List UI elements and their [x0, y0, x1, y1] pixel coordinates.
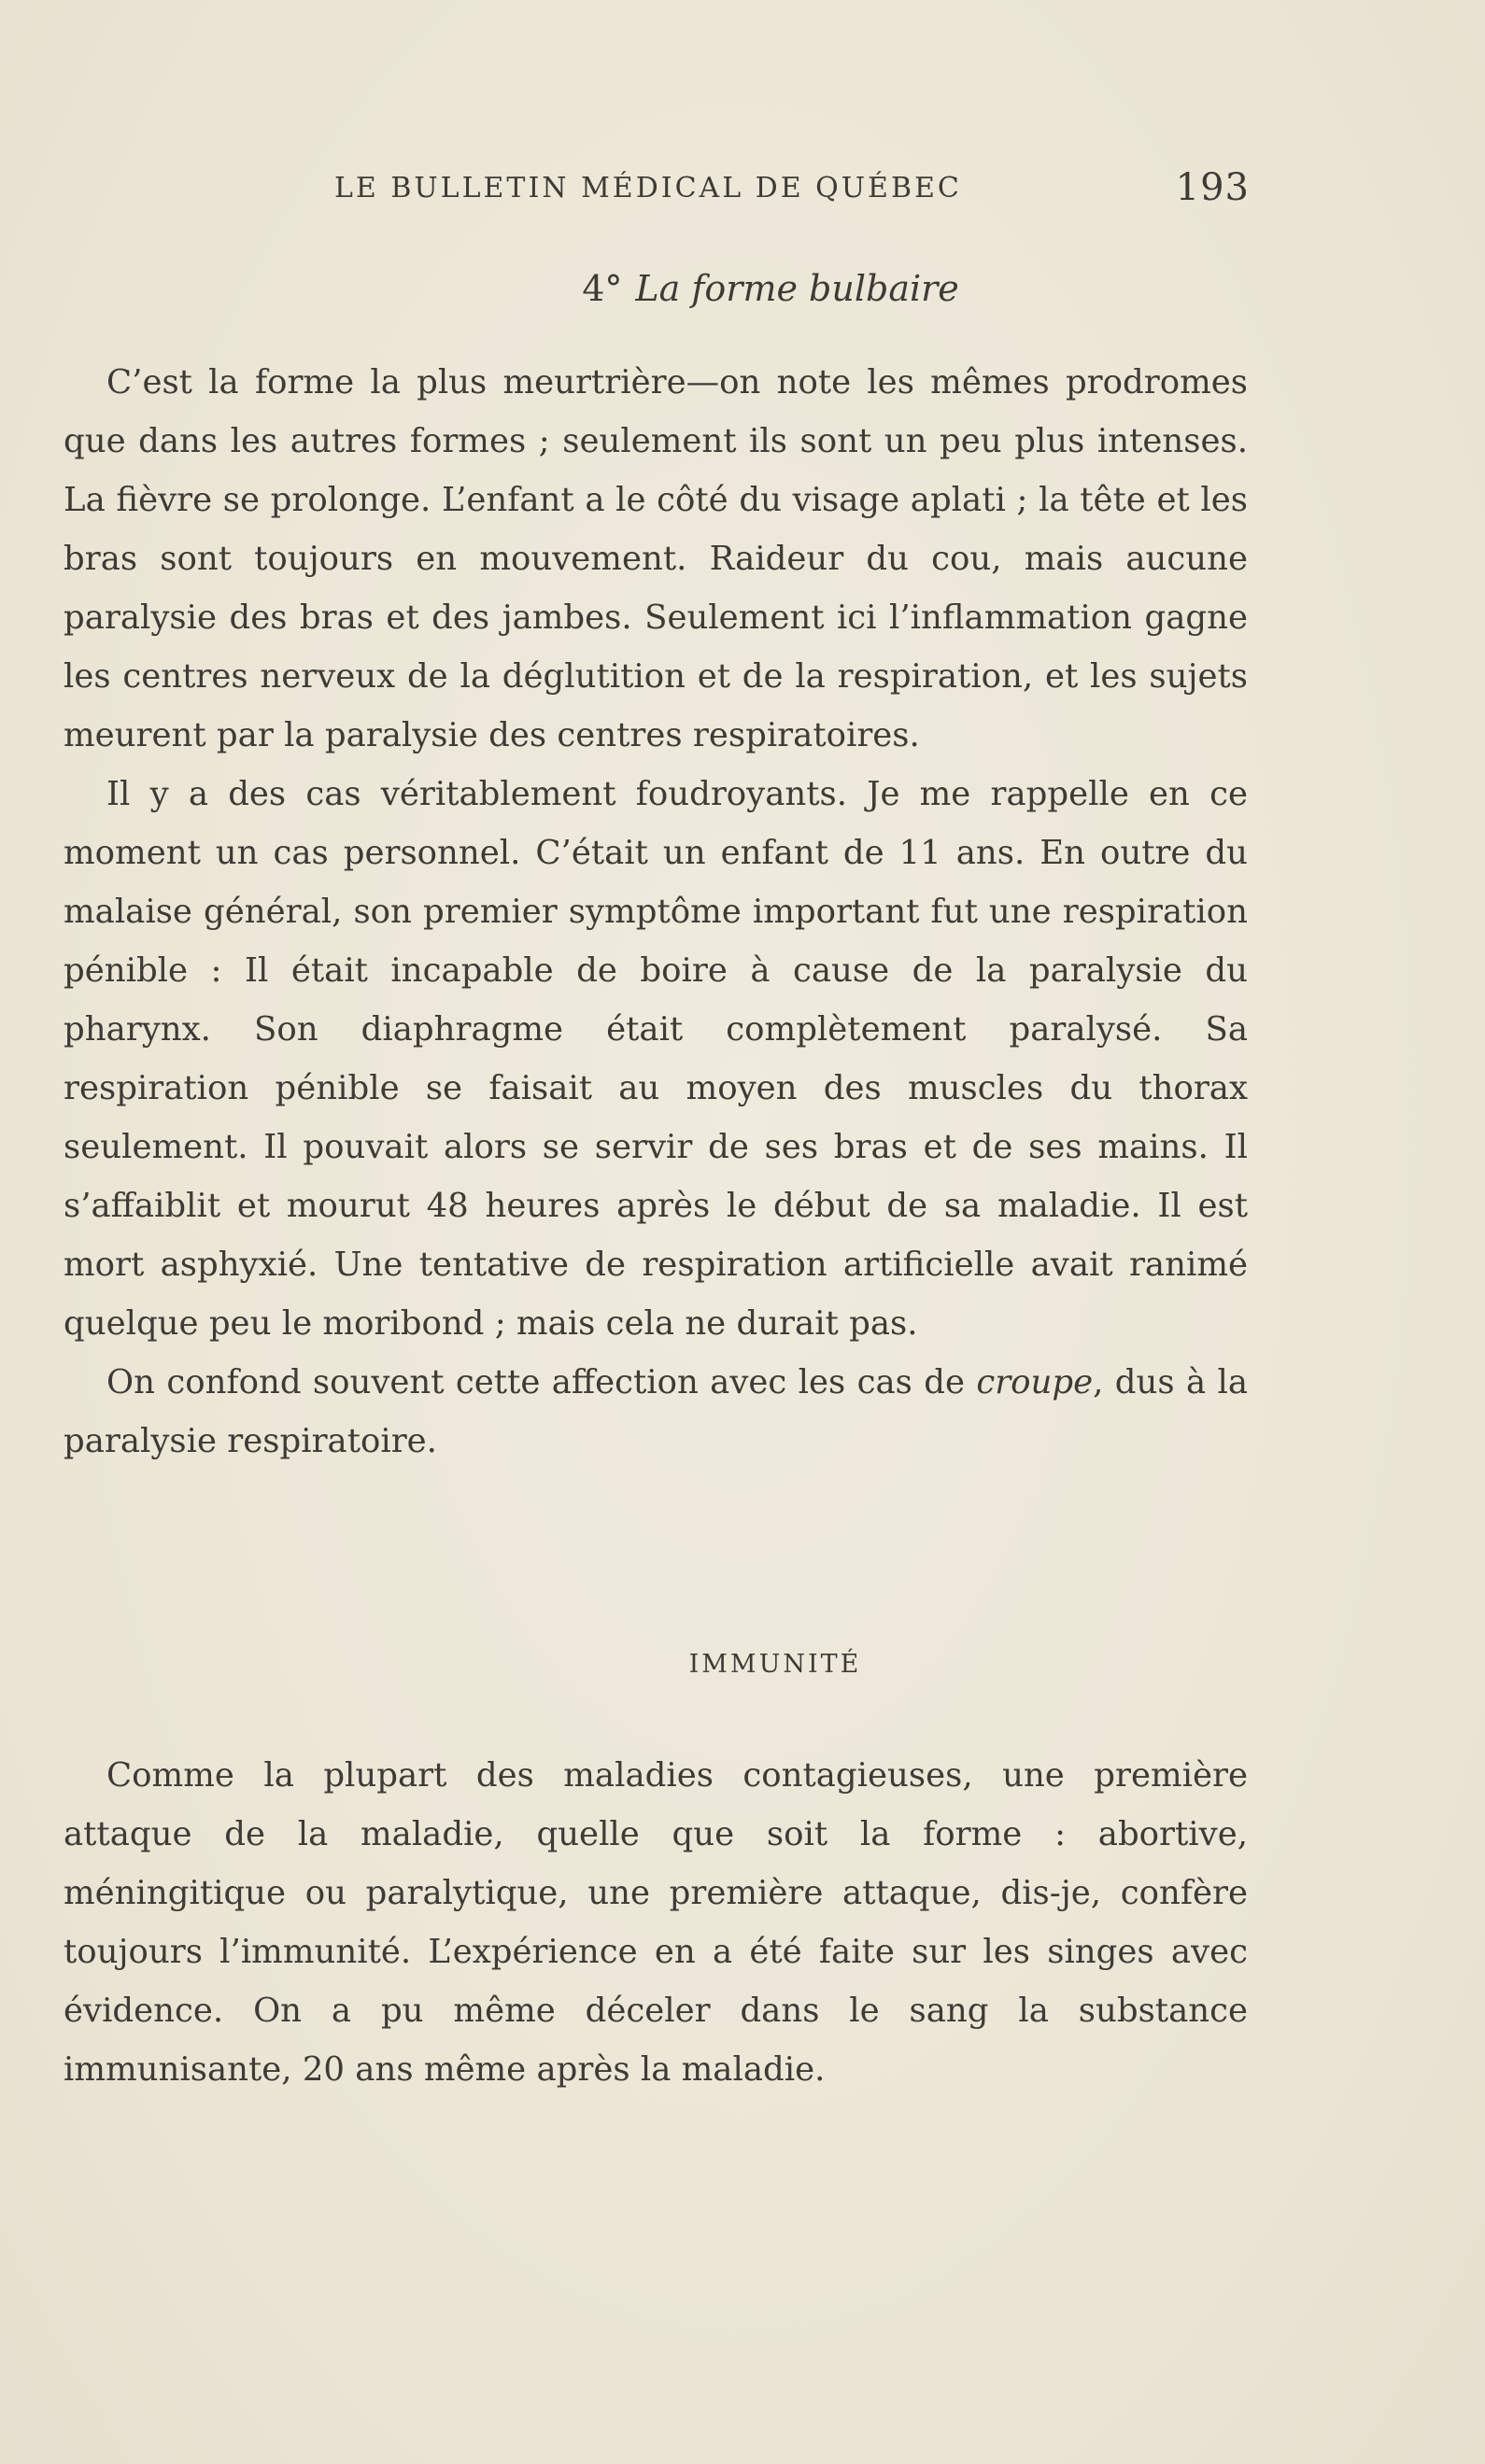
section-heading-bulbaire: [0, 268, 1485, 309]
page-number: 193: [1175, 166, 1250, 209]
paragraph: Il y a des cas véritablement foudroyants. Je me rappelle en ce moment un cas personnel. C’était un enfant de 11 ans. En outre du malaise général, son premier symptôme important fut une respiration pénible : Il était incapable de boire à cause de la paralysie du pharynx. Son diaphragme était complètement paralysé. Sa respiration pénible se faisait au moyen des muscles du thorax seulement. Il pouvait alors se servir de ses bras et de ses mains. Il s’affaiblit et mourut 48 heures après le début de sa maladie. Il est mort asphyxié. Une tentative de respiration artificielle avait ranimé quelque peu le moribond ; mais cela ne durait pas.: [64, 775, 1248, 1343]
paragraph-text: On confond souvent cette affection avec les cas de: [106, 1363, 977, 1401]
section-title: La forme bulbaire: [635, 268, 959, 309]
section-bulbaire-body: [64, 353, 1248, 1471]
paragraph-text: , dus à la paralysie respiratoire.: [64, 1363, 1248, 1460]
running-title: LE BULLETIN MÉDICAL DE QUÉBEC: [334, 172, 962, 204]
paragraph: Comme la plupart des maladies contagieuses, une première attaque de la maladie, quelle que soit la forme : abortive, méningitique ou paralytique, une première attaque, dis-je, confère toujours l’immunité. L’expérience en a été faite sur les singes avec évidence. On a pu même déceler dans le sang la substance immunisante, 20 ans même après la maladie.: [64, 1756, 1248, 2089]
emphasis-croupe: croupe: [976, 1363, 1094, 1401]
section-number: 4°: [582, 268, 623, 309]
paragraph: C’est la forme la plus meurtrière—on note les mêmes prodromes que dans les autres formes ; seulement ils sont un peu plus intenses. La fièvre se prolonge. L’enfant a le côté du visage aplati ; la tête et les bras sont toujours en mouvement. Raideur du cou, mais aucune paralysie des bras et des jambes. Seulement ici l’inflammation gagne les centres nerveux de la déglutition et de la respiration, et les sujets meurent par la paralysie des centres respiratoires.: [64, 363, 1248, 754]
paragraph: [64, 1353, 1248, 1471]
section-immunite-body: [64, 1746, 1248, 2099]
page-header: [334, 166, 1250, 213]
section-heading-immunite: IMMUNITÉ: [688, 1650, 862, 1679]
